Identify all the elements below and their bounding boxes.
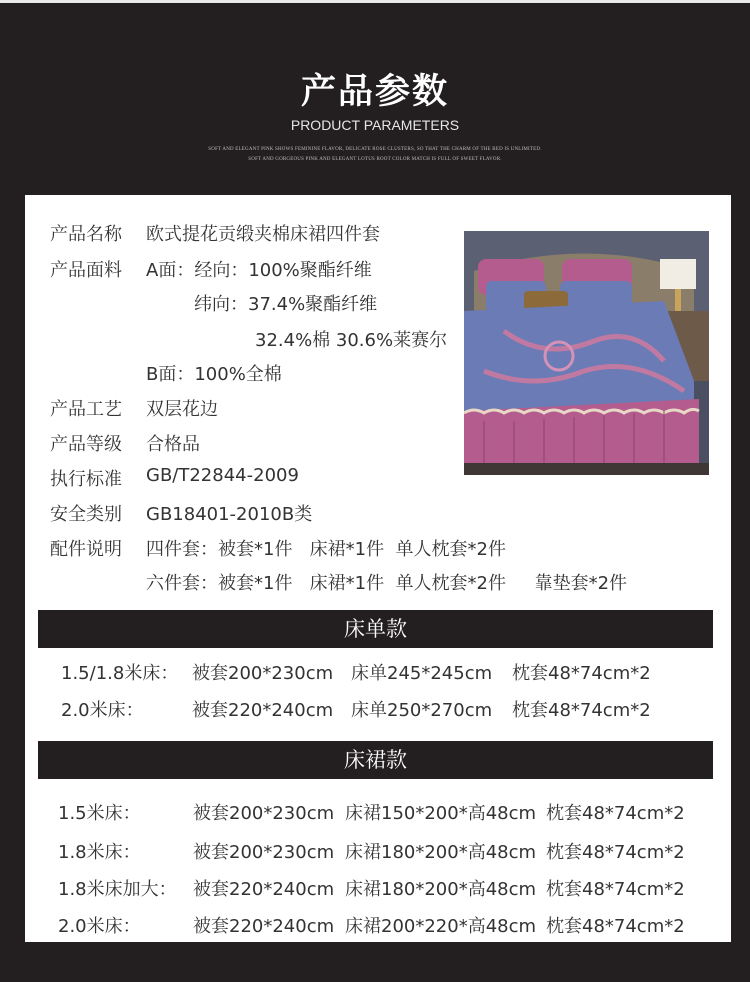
top-divider: [0, 0, 750, 3]
skirt-row-4-skirt: 床裙200*220*高48cm: [345, 916, 537, 937]
skirt-row-3-duvet: 被套220*240cm: [193, 879, 335, 900]
sheet-row-1-bed: 1.5/1.8米床：: [61, 663, 179, 684]
skirt-row-3-pillow: 枕套48*74cm*2: [546, 879, 685, 900]
standard-label: 执行标准: [50, 469, 122, 490]
page-subtitle: PRODUCT PARAMETERS: [290, 117, 460, 133]
tagline-1: SOFT AND ELEGANT PINK SHOWS FEMININE FLAVOR, DELICATE ROSE CLUSTERS, SO THAT THE CHARM OF THE BED IS UNLIMITED.: [208, 147, 542, 152]
sheet-section-header: 床单款: [38, 610, 713, 648]
fabric-a-value: A面：经向：100%聚酯纤维: [146, 260, 372, 281]
skirt-row-4-duvet: 被套220*240cm: [193, 916, 335, 937]
safety-label: 安全类别: [50, 504, 122, 525]
sheet-row-1-sheet: 床单245*245cm: [351, 663, 493, 684]
skirt-row-2-pillow: 枕套48*74cm*2: [546, 842, 685, 863]
parts-four-value: 四件套：被套*1件 床裙*1件 单人枕套*2件: [146, 539, 506, 560]
skirt-row-1-bed: 1.5米床：: [58, 803, 141, 824]
fabric-weft2-value: 32.4%棉 30.6%莱赛尔: [255, 330, 448, 351]
name-value: 欧式提花贡缎夹棉床裙四件套: [146, 224, 380, 245]
skirt-row-3-bed: 1.8米床加大：: [58, 879, 177, 900]
sheet-row-2-sheet: 床单250*270cm: [351, 700, 493, 721]
grade-value: 合格品: [146, 434, 200, 455]
sheet-row-1-duvet: 被套200*230cm: [192, 663, 334, 684]
skirt-row-1-duvet: 被套200*230cm: [193, 803, 335, 824]
safety-value: GB18401-2010B类: [146, 504, 313, 525]
skirt-row-2-skirt: 床裙180*200*高48cm: [345, 842, 537, 863]
fabric-label: 产品面料: [50, 260, 122, 281]
fabric-b-value: B面：100%全棉: [146, 364, 282, 385]
skirt-row-1-skirt: 床裙150*200*高48cm: [345, 803, 537, 824]
sheet-row-2-duvet: 被套220*240cm: [192, 700, 334, 721]
grade-label: 产品等级: [50, 434, 122, 455]
craft-value: 双层花边: [146, 399, 218, 420]
craft-label: 产品工艺: [50, 399, 122, 420]
skirt-row-2-duvet: 被套200*230cm: [193, 842, 335, 863]
standard-value: GB/T22844-2009: [146, 465, 299, 486]
tagline-2: SOFT AND GORGEOUS PINK AND ELEGANT LOTUS ROOT COLOR MATCH IS FULL OF SWEET FLAVOR.: [248, 157, 502, 162]
parts-label: 配件说明: [50, 539, 122, 560]
name-label: 产品名称: [50, 224, 122, 245]
skirt-row-1-pillow: 枕套48*74cm*2: [546, 803, 685, 824]
skirt-section-header: 床裙款: [38, 741, 713, 779]
bedding-set-photo: [464, 231, 709, 475]
page-title: 产品参数: [300, 72, 449, 112]
skirt-row-4-bed: 2.0米床：: [58, 916, 141, 937]
sheet-row-2-bed: 2.0米床：: [61, 700, 144, 721]
skirt-row-4-pillow: 枕套48*74cm*2: [546, 916, 685, 937]
fabric-weft-value: 纬向：37.4%聚酯纤维: [194, 294, 378, 315]
sheet-row-1-pillow: 枕套48*74cm*2: [512, 663, 651, 684]
skirt-row-3-skirt: 床裙180*200*高48cm: [345, 879, 537, 900]
skirt-row-2-bed: 1.8米床：: [58, 842, 141, 863]
parts-six-value: 六件套：被套*1件 床裙*1件 单人枕套*2件 靠垫套*2件: [146, 573, 628, 594]
sheet-row-2-pillow: 枕套48*74cm*2: [512, 700, 651, 721]
